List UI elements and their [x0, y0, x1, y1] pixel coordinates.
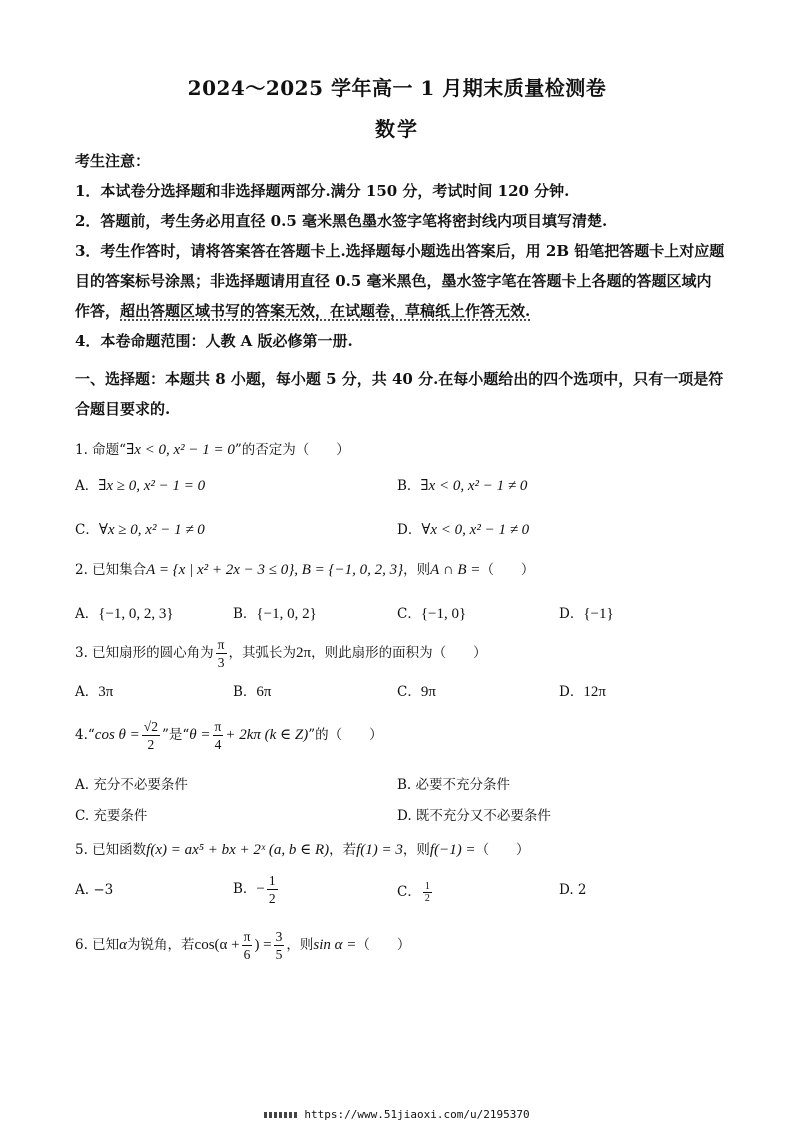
q3-arc: 2π [296, 645, 312, 661]
question-6 [75, 928, 725, 963]
q6-mid2: ，则 [286, 937, 314, 953]
q3-mid: ，其弧长为 [228, 645, 296, 661]
q5-b-fraction: $\frac{1}{2}$ [268, 873, 276, 906]
note-item-3-text: 3．考生作答时，请将答案答在答题卡上.选择题每小题选出答案后，用 2B 铅笔把答题卡上对应题目的答案标号涂黑；非选择题请用直径 0.5 毫米黑色，墨水签字笔在答题卡上各题的答题区域内作答， [75, 242, 725, 320]
q4-lhs: cos θ = [94, 727, 140, 743]
q1-option-a: A．∃x ≥ 0, x² − 1 = 0 [75, 478, 206, 494]
q3-option-c: C．9π [397, 684, 436, 700]
subject-title: 数学 [375, 117, 419, 141]
q5-ask: f(−1) = [429, 842, 476, 858]
footer-url[interactable]: https://www.51jiaoxi.com/u/2195370 [304, 1108, 530, 1121]
q5-option-d: D. 2 [559, 882, 587, 898]
note-item-1: 1．本试卷分选择题和非选择题两部分.满分 150 分，考试时间 120 分钟. [75, 182, 570, 200]
q2-mid: ，则 [403, 562, 431, 578]
q3-option-b: B．6π [233, 684, 272, 700]
q2-option-d: D．{−1} [559, 606, 614, 622]
q1-expr: ∃x < 0, x² − 1 = 0 [126, 442, 235, 458]
q4-option-d: D. 既不充分又不必要条件 [397, 808, 551, 824]
q6-ask: sin α = [313, 937, 357, 953]
q6-close: ) = [254, 937, 272, 953]
q3-post: ，则此扇形的面积为（ ） [311, 645, 487, 661]
q3-option-a: A．3π [75, 684, 114, 700]
q2-expr: A = {x | x² + 2x − 3 ≤ 0}, B = {−1, 0, 2, 3} [146, 562, 404, 578]
q2-post: （ ） [480, 562, 535, 578]
question-1 [75, 436, 725, 464]
candidate-notes [75, 146, 725, 356]
q3-option-d: D．12π [559, 684, 606, 700]
q6-value-fraction: $\frac{3}{5}$ [275, 929, 283, 962]
footer [0, 1108, 794, 1121]
q5-mid2: ，则 [402, 842, 430, 858]
q6-pre: 6. 已知 [75, 937, 120, 953]
note-item-3 [75, 236, 725, 326]
q1-pre: 1. 命题“ [75, 442, 127, 458]
q2-option-b: B．{−1, 0, 2} [233, 606, 317, 622]
q5-option-c: C． $\frac{1}{2}$ [397, 881, 430, 904]
q1-option-c: C．∀x ≥ 0, x² − 1 ≠ 0 [75, 522, 205, 538]
q5-option-b: B．− $\frac{1}{2}$ [233, 873, 276, 906]
q4-post: ”的（ ） [308, 727, 383, 743]
q3-angle-fraction: $\frac{\pi}{3}$ [217, 637, 225, 670]
q5-mid: ，若 [329, 842, 357, 858]
q4-option-c: C. 充要条件 [75, 808, 148, 824]
q2-pre: 2. 已知集合 [75, 562, 147, 578]
page-title: 2024～2025 学年高一 1 月期末质量检测卷 [187, 76, 607, 100]
q6-angle-fraction: $\frac{\pi}{6}$ [243, 929, 251, 962]
q2-option-c: C．{−1, 0} [397, 606, 467, 622]
q1-post: ”的否定为（ ） [234, 442, 350, 458]
note-item-3-emphasis: 超出答题区域书写的答案无效，在试题卷，草稿纸上作答无效. [120, 302, 531, 320]
q6-alpha: α [119, 937, 128, 953]
q5-cond: f(1) = 3 [356, 842, 403, 858]
q4-option-b: B. 必要不充分条件 [397, 777, 511, 793]
q2-expr2: A ∩ B = [430, 562, 481, 578]
q4-rhs2: + 2kπ (k ∈ Z) [225, 727, 309, 743]
q4-angle-fraction: $\frac{\pi}{4}$ [214, 719, 222, 752]
q4-option-a: A. 充分不必要条件 [75, 777, 188, 793]
q3-pre: 3. 已知扇形的圆心角为 [75, 645, 214, 661]
section-1-heading: 一、选择题：本题共 8 小题，每小题 5 分，共 40 分.在每小题给出的四个选项中，只有一项是符合题目要求的. [75, 370, 724, 418]
q4-pre: 4.“ [75, 727, 95, 743]
q2-option-a: A．{−1, 0, 2, 3} [75, 606, 174, 622]
question-4 [75, 718, 725, 753]
q6-lhs: cos(α + [194, 937, 240, 953]
q6-post: （ ） [356, 937, 411, 953]
question-2 [75, 556, 725, 584]
q5-pre: 5. 已知函数 [75, 842, 147, 858]
site-logo-icon [264, 1112, 298, 1118]
q5-option-a: A. −3 [75, 882, 114, 898]
q5-c-fraction: $\frac{1}{2}$ [424, 881, 430, 904]
note-item-2: 2．答题前，考生务必用直径 0.5 毫米黑色墨水签字笔将密封线内项目填写清楚. [75, 212, 608, 230]
note-item-4: 4．本卷命题范围：人教 A 版必修第一册. [75, 332, 353, 350]
q6-mid: 为锐角，若 [127, 937, 195, 953]
q1-option-b: B．∃x < 0, x² − 1 ≠ 0 [397, 478, 528, 494]
q4-mid: ”是“ [161, 727, 190, 743]
q4-cos-fraction: $\frac{√2}{2}$ [143, 719, 158, 752]
question-5 [75, 836, 725, 864]
question-3 [75, 636, 725, 671]
q1-option-d: D．∀x < 0, x² − 1 ≠ 0 [397, 522, 530, 538]
notes-heading: 考生注意： [75, 152, 151, 170]
q4-rhs1: θ = [189, 727, 211, 743]
q5-post: （ ） [475, 842, 530, 858]
q5-expr: f(x) = ax⁵ + bx + 2ˣ (a, b ∈ R) [146, 842, 330, 858]
